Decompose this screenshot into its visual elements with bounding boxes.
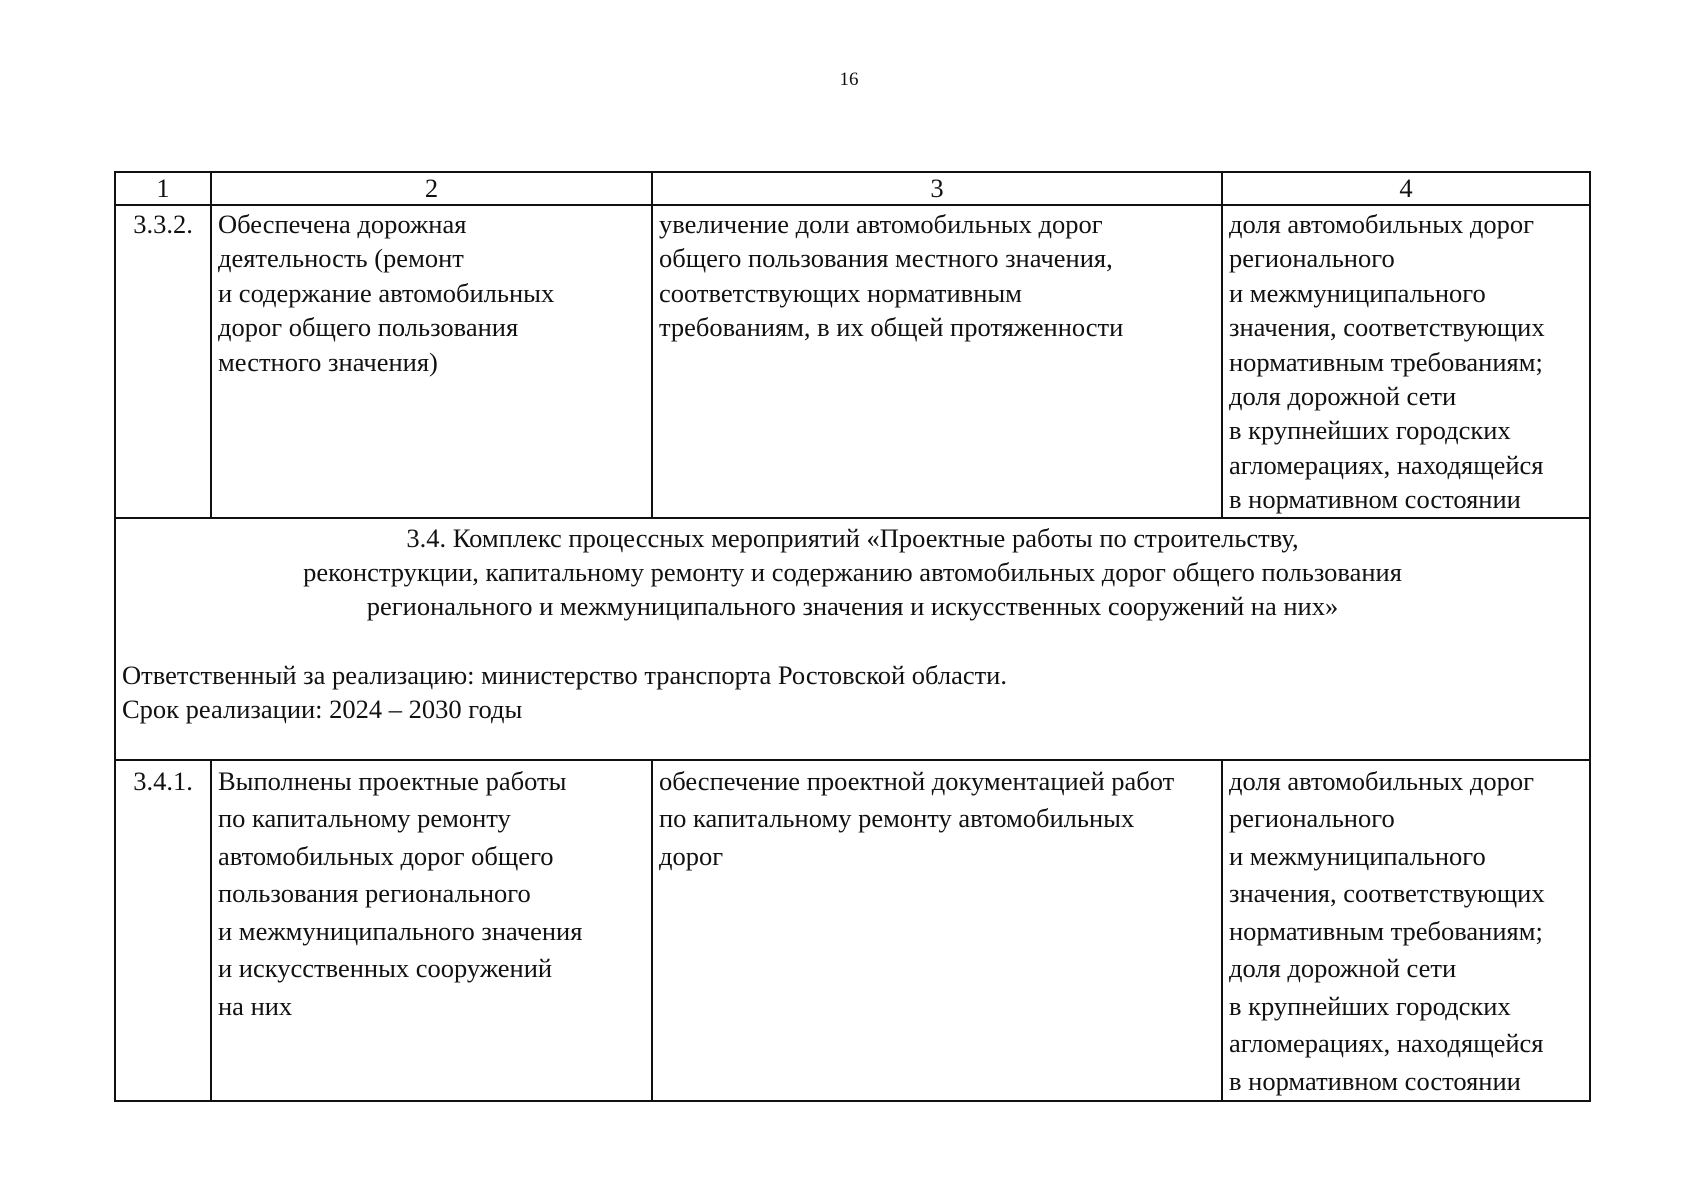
text-line: в нормативном состоянии	[1229, 484, 1521, 515]
text-line: пользования регионального	[218, 878, 531, 909]
table-row-3-3-2	[115, 205, 1590, 518]
text-line: доля дорожной сети	[1229, 953, 1457, 984]
section-title	[122, 521, 1583, 624]
text-line: доля автомобильных дорог	[1229, 765, 1534, 796]
row-number: 3.3.2.	[115, 205, 211, 518]
text-line: автомобильных дорог общего	[218, 840, 554, 871]
text-line: регионального	[1229, 803, 1395, 834]
table-row-3-4-1	[115, 760, 1590, 1102]
table-header-row	[115, 172, 1590, 205]
text-line: дорог общего пользования	[218, 312, 519, 343]
text-line: и межмуниципального	[1229, 840, 1486, 871]
indicator-cell	[1222, 205, 1590, 518]
effect-cell	[652, 205, 1222, 518]
text-line: обеспечение проектной документацией работ	[659, 765, 1175, 796]
text-line: требованиям, в их общей протяженности	[659, 312, 1124, 343]
text-line: деятельность (ремонт	[218, 243, 464, 274]
text-line: по капитальному ремонту автомобильных	[659, 803, 1135, 834]
text-line: нормативным требованиям;	[1229, 346, 1543, 377]
text-line: доля автомобильных дорог	[1229, 209, 1534, 239]
text-line: нормативным требованиям;	[1229, 915, 1543, 946]
text-line: в крупнейших городских	[1229, 990, 1511, 1021]
text-line: и искусственных сооружений	[218, 953, 553, 984]
text-line: значения, соответствующих	[1229, 312, 1545, 343]
text-line: агломерациях, находящейся	[1229, 1028, 1544, 1059]
indicator-cell	[1222, 760, 1590, 1102]
text-line: доля дорожной сети	[1229, 381, 1457, 412]
text-line: значения, соответствующих	[1229, 878, 1545, 909]
text-line: соответствующих нормативным	[659, 277, 1022, 308]
text-line: в нормативном состоянии	[1229, 1065, 1521, 1096]
text-line: Выполнены проектные работы	[218, 765, 567, 796]
header-cell-3: 3	[652, 172, 1222, 205]
text-line: Обеспечена дорожная	[218, 209, 467, 239]
row-number: 3.4.1.	[115, 760, 211, 1102]
text-line: и межмуниципального значения	[218, 915, 583, 946]
text-line: на них	[218, 990, 293, 1021]
section-title-line: реконструкции, капитальному ремонту и содержанию автомобильных дорог общего пользования	[303, 557, 1402, 588]
text-line: по капитальному ремонту	[218, 803, 511, 834]
task-cell	[211, 205, 652, 518]
header-cell-2: 2	[211, 172, 652, 205]
effect-cell	[652, 760, 1222, 1102]
page-number: 16	[839, 69, 859, 90]
text-line: увеличение доли автомобильных дорог	[659, 209, 1103, 239]
section-title-line: регионального и межмуниципального значения и искусственных сооружений на них»	[366, 591, 1339, 622]
text-line: регионального	[1229, 243, 1395, 274]
period-text: Срок реализации: 2024 – 2030 годы	[122, 694, 523, 725]
text-line: общего пользования местного значения,	[659, 243, 1113, 274]
header-cell-1: 1	[115, 172, 211, 205]
section-title-line: 3.4. Комплекс процессных мероприятий «Проектные работы по строительству,	[406, 522, 1299, 553]
section-row-3-4	[115, 518, 1590, 760]
text-line: местного значения)	[218, 346, 438, 377]
responsible-text: Ответственный за реализацию: министерство транспорта Ростовской области.	[122, 659, 1007, 690]
section-cell	[115, 518, 1590, 760]
text-line: и межмуниципального	[1229, 277, 1486, 308]
text-line: в крупнейших городских	[1229, 415, 1511, 446]
task-cell	[211, 760, 652, 1102]
text-line: и содержание автомобильных	[218, 277, 555, 308]
text-line: агломерациях, находящейся	[1229, 449, 1544, 480]
header-cell-4: 4	[1222, 172, 1590, 205]
text-line: дорог	[659, 840, 724, 871]
indicators-table	[114, 171, 1591, 1102]
